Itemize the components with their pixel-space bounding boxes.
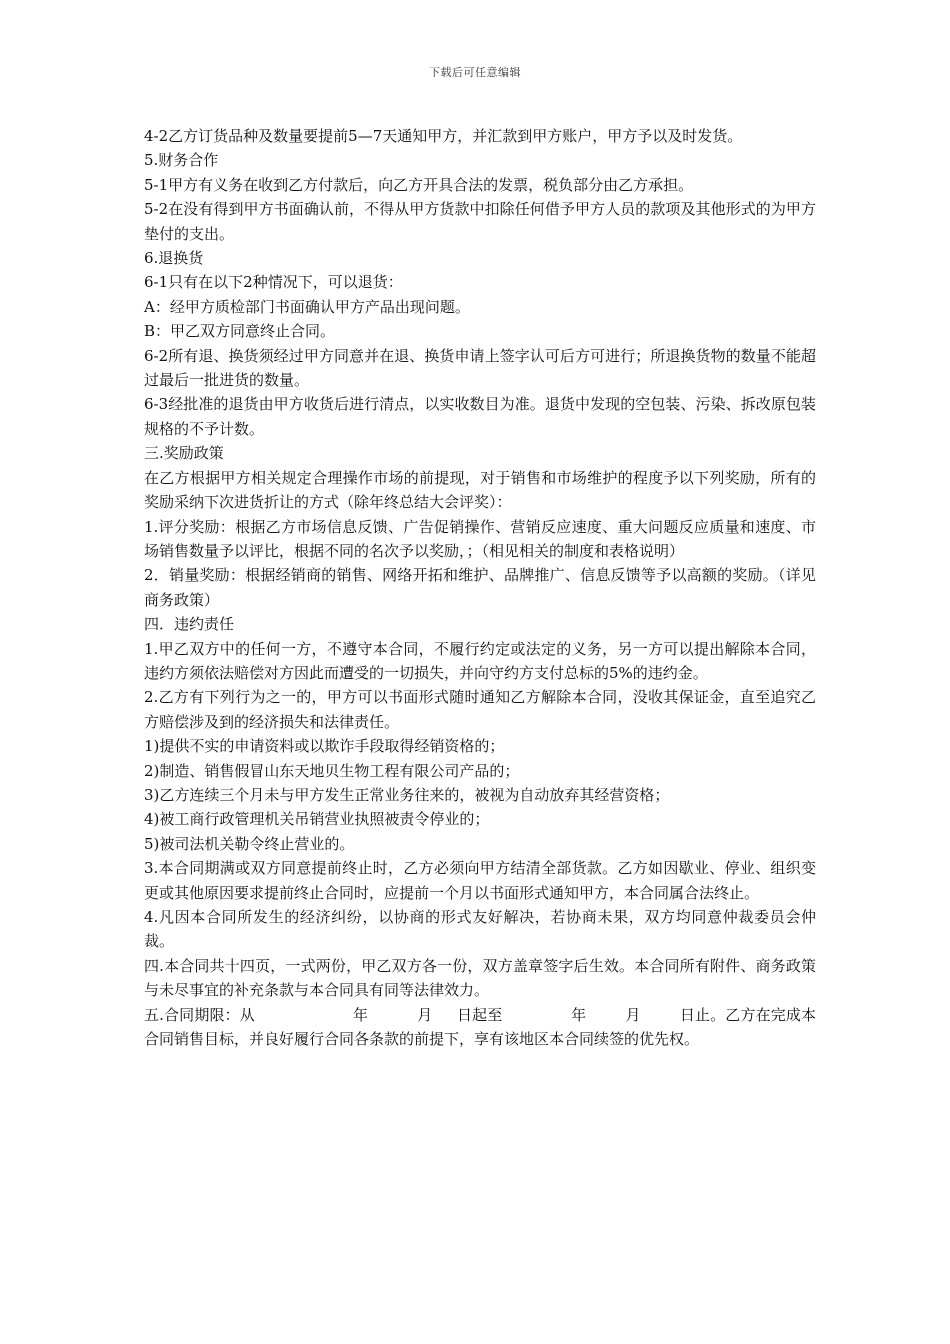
liability-clause-4: 4.凡因本合同所发生的经济纠纷，以协商的形式友好解决，若协商未果，双方均同意仲裁委员会仲裁。	[144, 908, 816, 951]
section-heading-rewards: 三.奖励政策	[144, 444, 224, 463]
liability-clause-3: 3.本合同期满或双方同意提前终止时，乙方必须向甲方结清全部货款。乙方如因歇业、停业、组织变更或其他原因要求提前终止合同时，应提前一个月以书面形式通知甲方，本合同属合法终止。	[144, 859, 816, 902]
clause-6-1-b: B：甲乙双方同意终止合同。	[144, 322, 336, 341]
clause-5-1: 5-1甲方有义务在收到乙方付款后，向乙方开具合法的发票，税负部分由乙方承担。	[144, 175, 694, 194]
contract-pages-clause: 四.本合同共十四页，一式两份，甲乙双方各一份，双方盖章签字后生效。本合同所有附件、商务政策与未尽事宜的补充条款与本合同具有同等法律效力。	[144, 956, 816, 1000]
page-header: 下载后可任意编辑	[429, 66, 521, 79]
liability-item-2: 2)制造、销售假冒山东天地贝生物工程有限公司产品的；	[144, 761, 520, 780]
reward-sales-volume: 2．销量奖励：根据经销商的销售、网络开拓和维护、品牌推广、信息反馈等予以高额的奖励。（详见商务政策）	[144, 566, 816, 609]
contract-term-clause: 五.合同期限：从 年 月 日起至 年 月 日止。乙方在完成本合同销售目标，并良好履行合同各条款的前提下，享有该地区本合同续签的优先权。	[144, 1005, 816, 1049]
rewards-intro: 在乙方根据甲方相关规定合理操作市场的前提现，对于销售和市场维护的程度予以下列奖励，所有的奖励采纳下次进货折让的方式（除年终总结大会评奖）：	[144, 468, 816, 512]
clause-6-1: 6-1只有在以下2种情况下，可以退货：	[144, 273, 403, 292]
reward-scoring: 1.评分奖励：根据乙方市场信息反馈、广告促销操作、营销反应速度、重大问题反应质量和速度、市场销售数量予以评比，根据不同的名次予以奖励，；（相见相关的制度和表格说明）	[144, 517, 816, 560]
clause-6-2: 6-2所有退、换货须经过甲方同意并在退、换货申请上签字认可后方可进行；所退换货物的数量不能超过最后一批进货的数量。	[144, 346, 816, 390]
liability-clause-1: 1.甲乙双方中的任何一方，不遵守本合同，不履行约定或法定的义务，另一方可以提出解除本合同，违约方须依法赔偿对方因此而遭受的一切损失，并向守约方支付总标的5%的违约金。	[144, 639, 816, 682]
clause-6-1-a: A：经甲方质检部门书面确认甲方产品出现问题。	[144, 297, 470, 316]
clause-6-3: 6-3经批准的退货由甲方收货后进行清点，以实收数目为准。退货中发现的空包装、污染、拆改原包装规格的不予计数。	[144, 395, 816, 438]
section-heading-returns: 6.退换货	[144, 249, 204, 268]
clause-4-2: 4-2乙方订货品种及数量要提前5—7天通知甲方，并汇款到甲方账户，甲方予以及时发货。	[144, 127, 743, 145]
liability-item-3: 3)乙方连续三个月未与甲方发生正常业务往来的，被视为自动放弃其经营资格；	[144, 785, 670, 804]
document-body	[144, 124, 816, 1051]
section-heading-liability: 四．违约责任	[144, 615, 235, 634]
clause-5-2: 5-2在没有得到甲方书面确认前，不得从甲方货款中扣除任何借予甲方人员的款项及其他形式的为甲方垫付的支出。	[144, 200, 816, 243]
section-heading-finance: 5.财务合作	[144, 151, 219, 170]
liability-item-4: 4)被工商行政管理机关吊销营业执照被责令停业的；	[144, 810, 490, 829]
liability-item-1: 1)提供不实的申请资料或以欺诈手段取得经销资格的；	[144, 737, 505, 756]
liability-clause-2: 2.乙方有下列行为之一的，甲方可以书面形式随时通知乙方解除本合同，没收其保证金，直至追究乙方赔偿涉及到的经济损失和法律责任。	[144, 688, 816, 731]
liability-item-5: 5)被司法机关勒令终止营业的。	[144, 834, 355, 853]
